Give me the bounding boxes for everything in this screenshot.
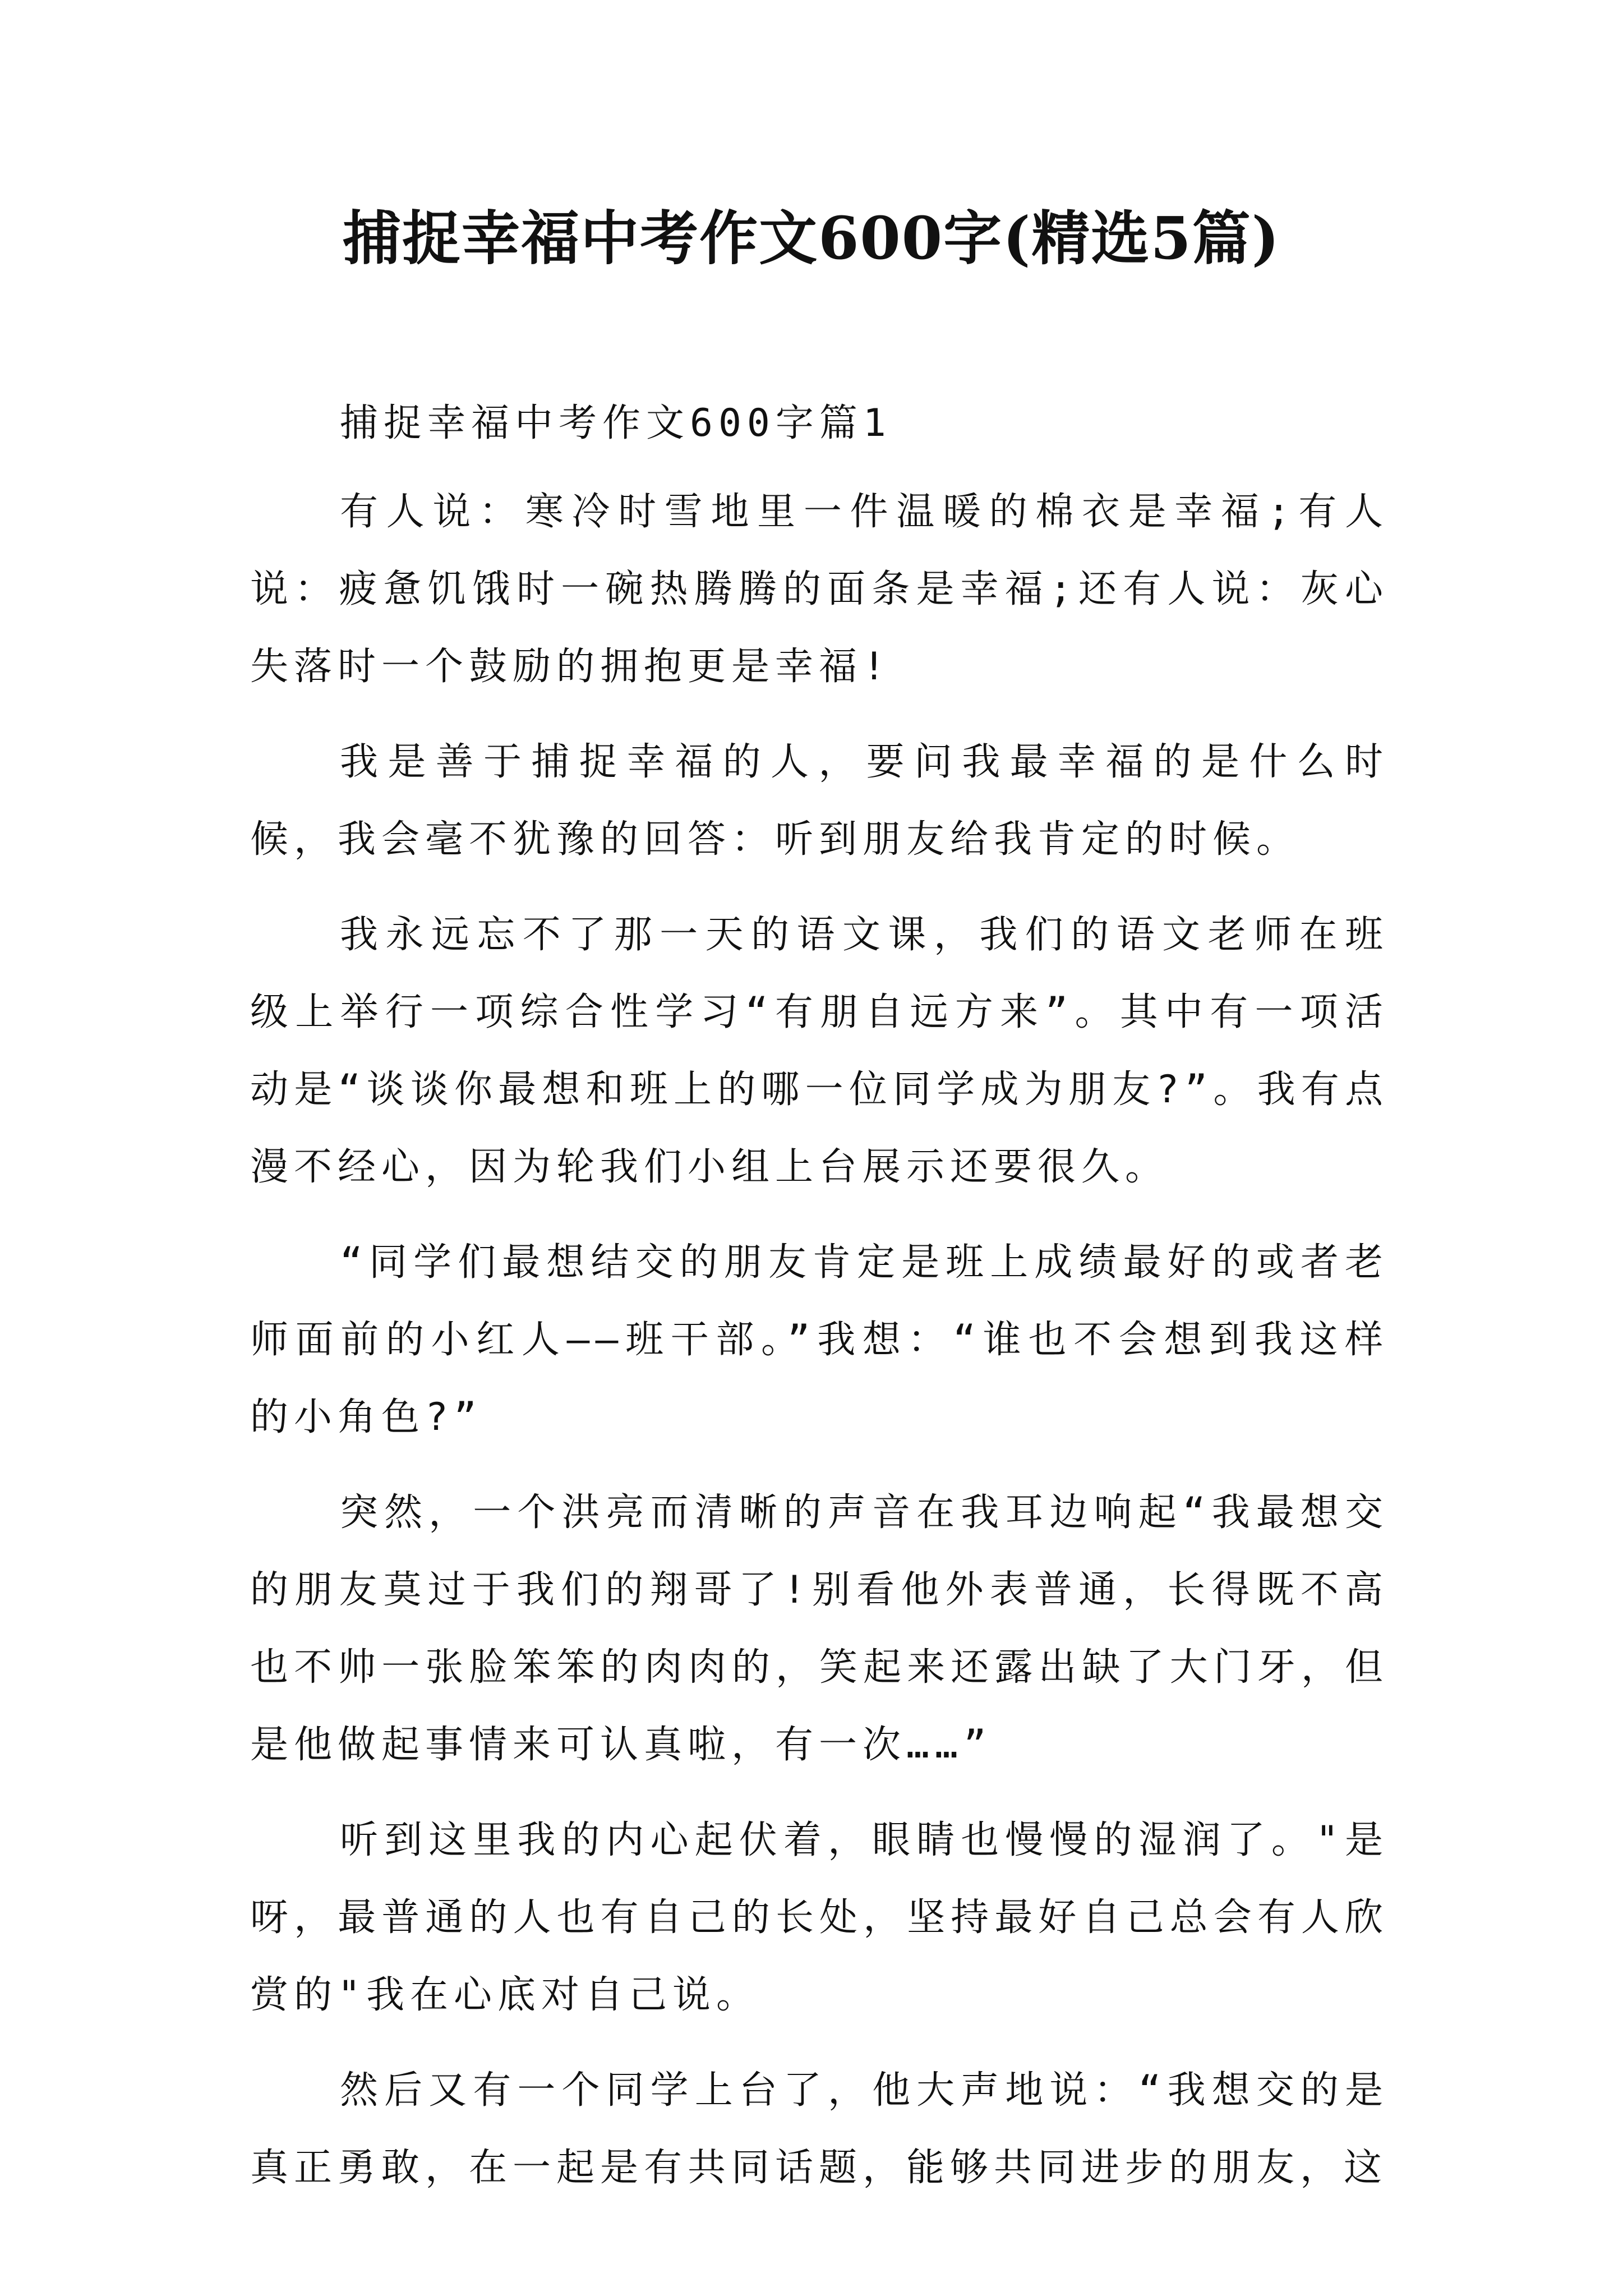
paragraph: 听到这里我的内心起伏着，眼睛也慢慢的湿润了。"是呀，最普通的人也有自己的长处，坚持最好自己总会有人欣赏的"我在心底对自己说。 <box>250 1818 1389 2017</box>
document-body <box>250 385 1389 2225</box>
paragraph: 我永远忘不了那一天的语文课，我们的语文老师在班级上举行一项综合性学习“有朋自远方来”。其中有一项活动是“谈谈你最想和班上的哪一位同学成为朋友?”。我有点漫不经心，因为轮我们小组上台展示还要很久。 <box>250 913 1389 1189</box>
paragraph: 突然，一个洪亮而清晰的声音在我耳边响起“我最想交的朋友莫过于我们的翔哥了!别看他外表普通，长得既不高也不帅一张脸笨笨的肉肉的，笑起来还露出缺了大门牙，但是他做起事情来可认真啦，有一次……” <box>250 1490 1389 1767</box>
document-title: 捕捉幸福中考作文600字(精选5篇) <box>343 204 1280 273</box>
section-heading: 捕捉幸福中考作文600字篇1 <box>340 401 892 445</box>
paragraph: 我是善于捕捉幸福的人，要问我最幸福的是什么时候，我会毫不犹豫的回答：听到朋友给我肯定的时候。 <box>250 740 1389 862</box>
paragraph: “同学们最想结交的朋友肯定是班上成绩最好的或者老师面前的小红人——班干部。”我想：“谁也不会想到我这样的小角色?” <box>250 1240 1389 1439</box>
paragraph: 有人说：寒冷时雪地里一件温暖的棉衣是幸福;有人说：疲惫饥饿时一碗热腾腾的面条是幸福;还有人说：灰心失落时一个鼓励的拥抱更是幸福! <box>250 490 1389 689</box>
paragraph: 然后又有一个同学上台了，他大声地说：“我想交的是真正勇敢，在一起是有共同话题，能够共同进步的朋友，这 <box>250 2068 1389 2190</box>
